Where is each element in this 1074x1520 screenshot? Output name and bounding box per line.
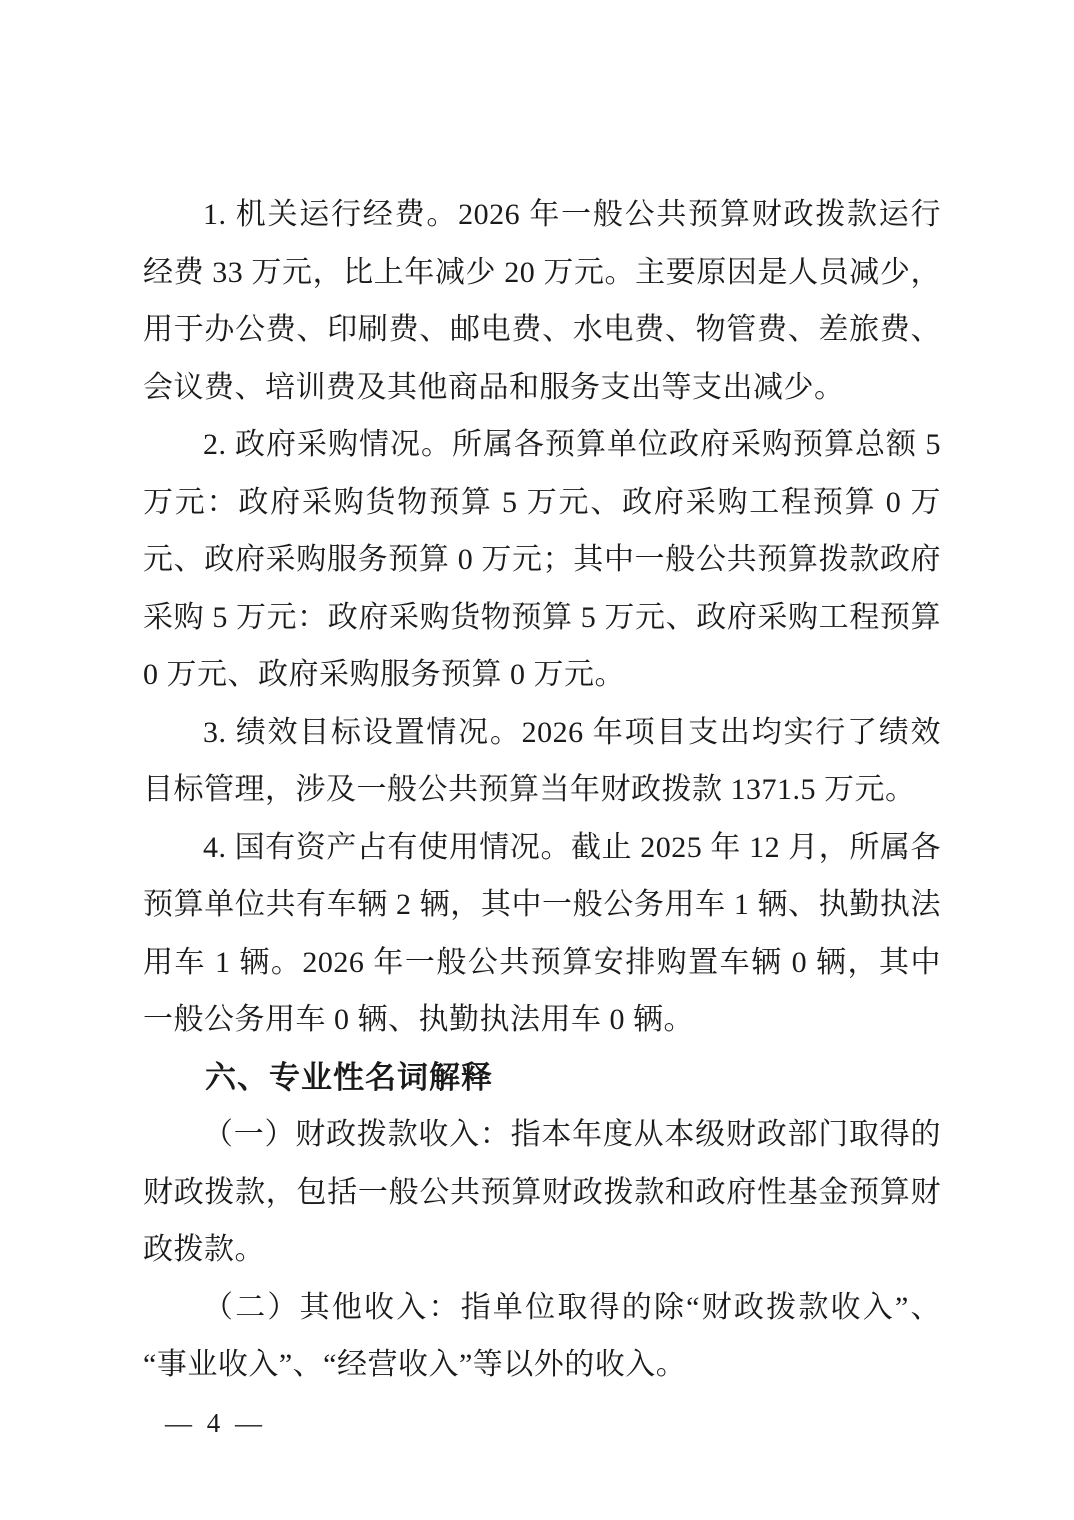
page-number: — 4 — <box>165 1408 266 1438</box>
document-body <box>143 186 941 1394</box>
section-heading-terminology: 六、专业性名词解释 <box>205 1059 493 1095</box>
page-footer <box>165 1405 266 1441</box>
paragraph-performance-target-setting: 3. 绩效目标设置情况。2026 年项目支出均实行了绩效目标管理，涉及一般公共预算当年财政拨款 1371.5 万元。 <box>143 715 941 806</box>
paragraph-government-procurement: 2. 政府采购情况。所属各预算单位政府采购预算总额 5 万元：政府采购货物预算 5 万元、政府采购工程预算 0 万元、政府采购服务预算 0 万元；其中一般公共预算拨款政府采购 5 万元：政府采购货物预算 5 万元、政府采购工程预算 0 万元、政府采购服务预算 0 万元。 <box>143 428 941 691</box>
paragraph-fiscal-appropriation-income-definition: （一）财政拨款收入：指本年度从本级财政部门取得的财政拨款，包括一般公共预算财政拨款和政府性基金预算财政拨款。 <box>143 1118 941 1266</box>
paragraph-agency-operating-expenses: 1. 机关运行经费。2026 年一般公共预算财政拨款运行经费 33 万元，比上年减少 20 万元。主要原因是人员减少，用于办公费、印刷费、邮电费、水电费、物管费、差旅费、会议费、培训费及其他商品和服务支出等支出减少。 <box>143 198 941 404</box>
paragraph-state-owned-assets-usage: 4. 国有资产占有使用情况。截止 2025 年 12 月，所属各预算单位共有车辆 2 辆，其中一般公务用车 1 辆、执勤执法用车 1 辆。2026 年一般公共预算安排购置车辆 0 辆，其中一般公务用车 0 辆、执勤执法用车 0 辆。 <box>143 830 941 1036</box>
paragraph-other-income-definition: （二）其他收入：指单位取得的除“财政拨款收入”、“事业收入”、“经营收入”等以外的收入。 <box>143 1290 941 1381</box>
